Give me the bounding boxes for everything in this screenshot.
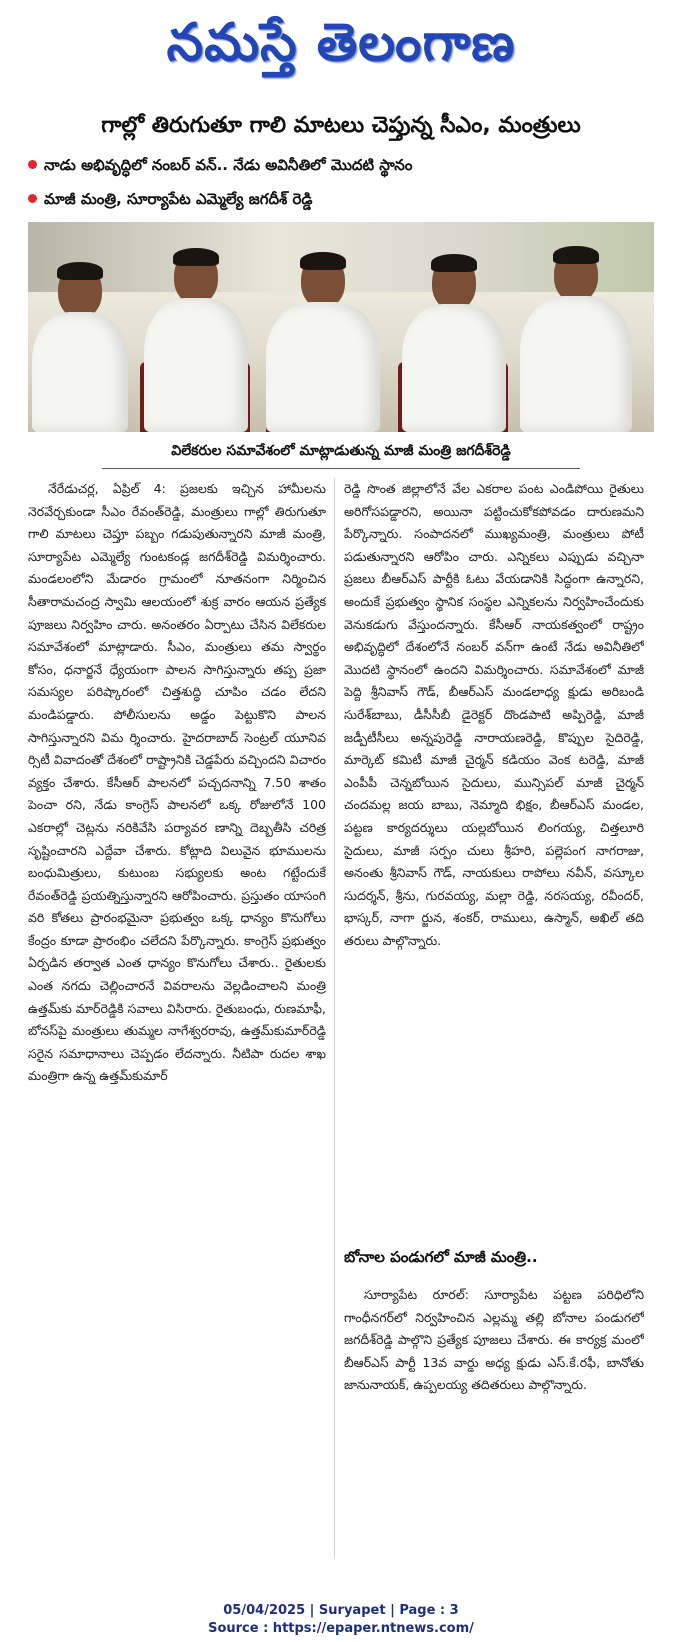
photo-caption: విలేకరుల సమావేశంలో మాట్లాడుతున్న మాజీ మంత్రి జగదీశ్‌రెడ్డి bbox=[171, 443, 511, 459]
side-story-body bbox=[344, 1284, 644, 1484]
footer bbox=[0, 1602, 682, 1638]
masthead-title: నమస్తే తెలంగాణ bbox=[166, 12, 516, 73]
photo-person bbox=[520, 248, 632, 432]
subheadline-2 bbox=[28, 186, 654, 212]
subheadline-2-text: మాజీ మంత్రి, సూర్యాపేట ఎమ్మెల్యే జగదీశ్ రెడ్డి bbox=[44, 190, 313, 208]
bullet-dot-icon bbox=[28, 194, 37, 203]
article-body-right bbox=[344, 478, 644, 1238]
news-photo bbox=[28, 222, 654, 432]
subheadline-1-text: నాడు అభివృద్ధిలో నంబర్ వన్.. నేడు అవినీతిలో మొదటి స్థానం bbox=[44, 156, 413, 174]
footer-date-line: 05/04/2025 | Suryapet | Page : 3 bbox=[223, 1603, 459, 1618]
bullet-dot-icon bbox=[28, 160, 37, 169]
subheadline-1 bbox=[28, 152, 654, 178]
headline: గాల్లో తిరుగుతూ గాలి మాటలు చెప్తున్న సీఎం, మంత్రులు bbox=[101, 113, 581, 138]
photo-person bbox=[32, 264, 128, 432]
masthead bbox=[0, 0, 682, 92]
footer-source-link[interactable]: Source : https://epaper.ntnews.com/ bbox=[208, 1621, 474, 1636]
news-clipping bbox=[28, 106, 654, 1606]
column-divider bbox=[334, 478, 335, 1558]
side-story-headline: బోనాల పండుగలో మాజీ మంత్రి.. bbox=[344, 1248, 538, 1266]
side-story-paragraph: సూర్యాపేట రూరల్: సూర్యాపేట పట్టణ పరిధిలోని గాంధీనగర్‌లో నిర్వహించిన ఎల్లమ్మ తల్లి బోనాల పండుగలో జగదీశ్‌రెడ్డి పాల్గొని ప్రత్యేక పూజలు చేశారు. ఈ కార్యక్ర మంలో బీఆర్ఎస్ పార్టీ 13వ వార్డు అధ్య క్షుడు ఎస్.కే.రఫీ, బానోతు జానునాయక్, ఉప్పలయ్య తదితరులు పాల్గొన్నారు. bbox=[344, 1287, 644, 1393]
caption-underline bbox=[102, 468, 580, 469]
photo-person bbox=[144, 250, 248, 432]
article-paragraph: నేరేడుచర్ల, ఏప్రిల్ 4: ప్రజలకు ఇచ్చిన హామీలను నెరవేర్చకుండా సీఎం రేవంత్‌రెడ్డి, మంత్రులు గాల్లో తిరుగుతూ గాలి మాటలు చెప్తూ పబ్బం గడుపుతున్నారని మాజీ మంత్రి, సూర్యాపేట ఎమ్మెల్యే గుంటకండ్ల జగదీశ్‌రెడ్డి విమర్శించారు. మండలంలోని మేడారం గ్రామంలో నూతనంగా నిర్మించిన సీతారామచంద్ర స్వామి ఆలయంలో శుక్ర వారం ఆయన ప్రత్యేక పూజలు నిర్వహిం చారు. అనంతరం ఏర్పాటు చేసిన విలేకరుల సమావేశంలో మాట్లాడారు. సీఎం, మంత్రులు తమ స్వార్థం కోసం, ధనార్జనే ధ్యేయంగా పాలన సాగిస్తున్నారు తప్ప ప్రజా సమస్యల పరిష్కారంలో చిత్తశుద్ధి చూపిం చడం లేదని మండిపడ్డారు. పోలీసులను అడ్డం పెట్టుకొని పాలన సాగిస్తున్నారని విమ ర్శించారు. హైదరాబాద్ సెంట్రల్ యూనివ ర్సిటీ వివాదంతో దేశంలో రాష్ట్రానికి చెడ్డపేరు వచ్చిందని విచారం వ్యక్తం చేశారు. కేసీఆర్ పాలనలో పచ్చదనాన్ని 7.50 శాతం పెంచా రని, నేడు కాంగ్రెస్ పాలనలో ఒక్క రోజులోనే 100 ఎకరాల్లో చెట్లను నరికివేసి పర్యావర ణాన్ని దెబ్బతీసి చరిత్ర సృష్టించారని ఎద్దేవా చేశారు. కోట్లాది విలువైన భూములను బంధుమిత్రులు, కుటుంబ సభ్యులకు అంట గట్టేందుకే రేవంత్‌రెడ్డి ప్రయత్నిస్తున్నారని ఆరోపించారు. ప్రస్తుతం యాసంగి వరి కోతలు ప్రారంభమైనా ప్రభుత్వం ఒక్క ధాన్యం కొనుగోలు కేంద్రం కూడా ప్రారంభిం చలేదని పేర్కొన్నారు. కాంగ్రెస్ ప్రభుత్వం ఏర్పడిన తర్వాత ఎంత ధాన్యం కొనుగోలు చేశారు.. రైతులకు ఎంత నగదు చెల్లించారనే వివరాలను వెల్లడించాలని మంత్రి ఉత్తమ్‌కు మార్‌రెడ్డికి సవాలు విసిరారు. రైతుబంధు, రుణమాఫీ, బోనస్‌పై మంత్రులు తుమ్మల నాగేశ్వరరావు, ఉత్తమ్‌కుమార్‌రెడ్డి సరైన సమాధానాలు చెప్పడం లేదన్నారు. నీటిపా రుదల శాఖ మంత్రిగా ఉన్న ఉత్తమ్‌కుమార్ bbox=[28, 481, 326, 1084]
article-paragraph: రెడ్డి సొంత జిల్లాలోనే వేల ఎకరాల పంట ఎండిపోయి రైతులు అరిగోసపడ్డారని, అయినా పట్టించుకోకపోవడం దారుణమని పేర్కొన్నారు. సంపాదనలో ముఖ్యమంత్రి, మంత్రులు పోటీ పడుతున్నారని ఆరోపిం చారు. ఎన్నికలు ఎప్పుడు వచ్చినా ప్రజలు బీఆర్ఎస్ పార్టీకి ఓటు వేయడానికి సిద్ధంగా ఉన్నారని, అందుకే ప్రభుత్వం స్థానిక సంస్థల ఎన్నికలను నిర్వహించేందుకు వెనుకడుగు వేస్తుందన్నారు. కేసీఆర్ నాయకత్వంలో రాష్ట్రం అభివృద్ధిలో దేశంలోనే నంబర్ వన్‌గా ఉంటే నేడు అవినీతిలో మొదటి స్థానంలో ఉందని విమర్శించారు. సమావేశంలో మాజీ పెద్ది శ్రీనివాస్ గౌడ్, బీఆర్ఎస్ మండలాధ్య క్షుడు అరిబండి సురేశ్‌బాబు, డీసీసీబీ డైరెక్టర్ దొండపాటి అప్పిరెడ్డి, మాజీ జడ్పీటీసీలు అన్నపురెడ్డి నారాయణరెడ్డి, కొప్పుల సైదిరెడ్డి, మార్కెట్ కమిటీ మాజీ చైర్మన్ కడియం వెంక టరెడ్డి, మాజీ ఎంపీపీ చెన్నబోయిన సైదులు, మున్సిపల్ మాజీ చైర్మన్ చందమల్ల జయ బాబు, నెమ్మాది భిక్షం, బీఆర్ఎస్ మండల, పట్టణ కార్యదర్శులు యల్లబోయిన లింగయ్య, చిత్తలూరి సైదులు, మాజీ సర్పం చులు శ్రీహరి, పల్లెపంగ నాగరాజు, అనంతు శ్రీనివాస్ గౌడ్, నాయకులు రాపోలు నవీన్, వస్కూల సుదర్శన్, శ్రీను, గురవయ్య, మల్లా రెడ్డి, నరసయ్య, రవీందర్, భాస్కర్, నాగా ర్జున, శంకర్, రాములు, ఉస్మాన్, అఖిల్ తది తరులు పాల్గొన్నారు. bbox=[344, 481, 644, 948]
photo-person bbox=[266, 254, 380, 432]
article-body-left bbox=[28, 478, 326, 1556]
photo-person bbox=[402, 256, 506, 432]
